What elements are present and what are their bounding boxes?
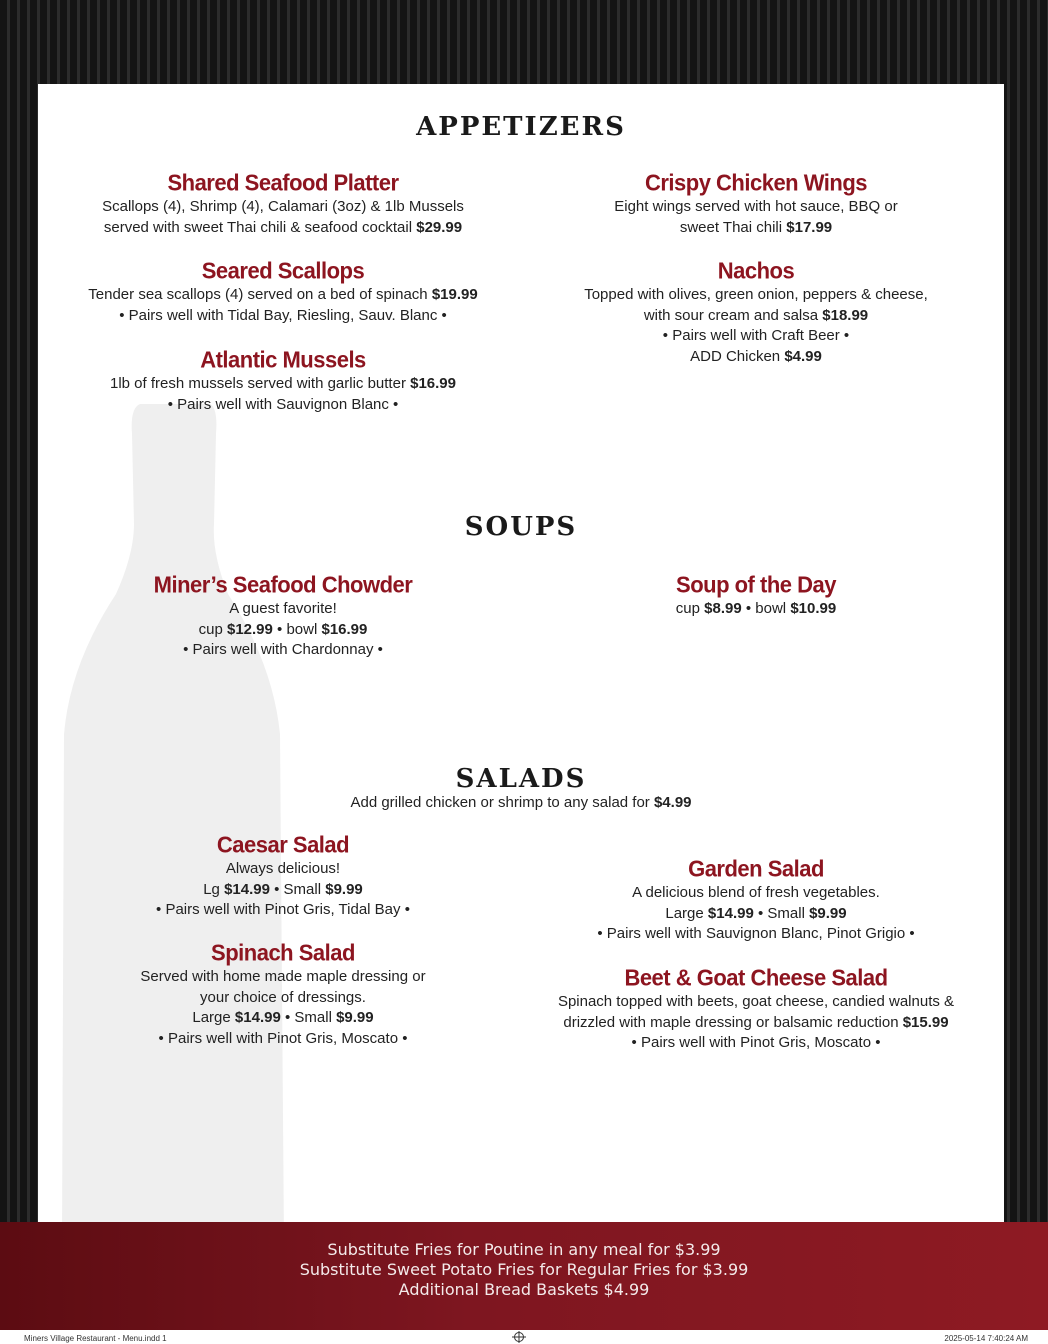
item-name: Nachos <box>717 257 795 284</box>
item-price-line: Large $14.99 • Small $9.99 <box>665 904 847 922</box>
item-pairing: • Pairs well with Tidal Bay, Riesling, Sauv. Blanc • <box>119 306 447 324</box>
item-name: Seared Scallops <box>201 257 365 284</box>
footer-line: Additional Bread Baskets $4.99 <box>398 1280 650 1299</box>
menu-item-seared-scallops <box>58 258 508 326</box>
menu-item-nachos <box>531 258 981 367</box>
footer-line: Substitute Sweet Potato Fries for Regular Fries for $3.99 <box>299 1260 749 1279</box>
item-price: $18.99 <box>822 306 869 324</box>
item-description-price-line: with sour cream and salsa $18.99 <box>643 306 869 324</box>
slug-timestamp: 2025-05-14 7:40:24 AM <box>944 1334 1028 1343</box>
menu-item-crispy-chicken-wings <box>531 170 981 238</box>
item-description-price-line: drizzled with maple dressing or balsamic reduction $15.99 <box>563 1013 949 1031</box>
item-addon: ADD Chicken $4.99 <box>690 347 822 365</box>
small-price: $9.99 <box>325 880 363 898</box>
menu-item-soup-of-the-day <box>531 572 981 620</box>
footer-line: Substitute Fries for Poutine in any meal for $3.99 <box>327 1240 721 1259</box>
item-pairing: • Pairs well with Chardonnay • <box>183 641 383 658</box>
bowl-price: $10.99 <box>790 600 837 617</box>
item-name: Garden Salad <box>688 855 824 882</box>
salads-heading: SALADS <box>455 764 587 794</box>
item-price: $29.99 <box>416 218 463 236</box>
item-price-line: Lg $14.99 • Small $9.99 <box>203 880 363 898</box>
addon-price: $4.99 <box>653 794 692 811</box>
item-description: Topped with olives, green onion, peppers & cheese, <box>584 286 928 303</box>
item-pairing: • Pairs well with Pinot Gris, Moscato • <box>631 1034 881 1051</box>
item-description: Spinach topped with beets, goat cheese, candied walnuts & <box>557 993 955 1010</box>
item-description: A guest favorite! <box>229 600 337 617</box>
menu-item-garden-salad <box>531 856 981 945</box>
item-name: Atlantic Mussels <box>200 346 366 373</box>
large-price: $14.99 <box>707 904 754 922</box>
salads-addon-note: Add grilled chicken or shrimp to any salad for $4.99 <box>350 794 692 811</box>
item-description: Eight wings served with hot sauce, BBQ or <box>614 198 898 215</box>
item-name: Crispy Chicken Wings <box>644 169 868 196</box>
menu-item-atlantic-mussels <box>58 347 508 415</box>
item-pairing: • Pairs well with Pinot Gris, Moscato • <box>158 1029 408 1047</box>
item-description: Served with home made maple dressing or <box>140 968 426 985</box>
footer-banner <box>0 1222 1048 1330</box>
addon-price: $4.99 <box>784 347 822 365</box>
menu-item-seafood-chowder <box>58 572 508 661</box>
item-price: $15.99 <box>902 1013 949 1031</box>
appetizers-heading: APPETIZERS <box>416 112 626 142</box>
item-description-price-line: sweet Thai chili $17.99 <box>679 218 833 236</box>
item-pairing: • Pairs well with Craft Beer • <box>662 327 850 344</box>
slug-filename: Miners Village Restaurant - Menu.indd 1 <box>24 1334 167 1343</box>
item-description-price-line: served with sweet Thai chili & seafood cocktail $29.99 <box>103 218 463 236</box>
item-description: your choice of dressings. <box>200 988 366 1006</box>
item-price-line: Large $14.99 • Small $9.99 <box>192 1009 374 1026</box>
menu-item-shared-seafood-platter <box>58 170 508 238</box>
item-name: Miner’s Seafood Chowder <box>153 571 413 598</box>
large-price: $14.99 <box>234 1009 281 1026</box>
small-price: $9.99 <box>809 904 847 922</box>
item-price: $16.99 <box>410 375 456 392</box>
item-price-line: cup $8.99 • bowl $10.99 <box>675 600 837 617</box>
item-description: A delicious blend of fresh vegetables. <box>632 884 880 901</box>
cup-price: $12.99 <box>226 620 273 638</box>
item-description: Scallops (4), Shrimp (4), Calamari (3oz) & 1lb Mussels <box>102 198 464 215</box>
large-price: $14.99 <box>224 880 270 898</box>
bowl-price: $16.99 <box>321 620 368 638</box>
item-price: $19.99 <box>431 286 478 303</box>
item-pairing: • Pairs well with Pinot Gris, Tidal Bay • <box>156 901 410 918</box>
item-pairing: • Pairs well with Sauvignon Blanc • <box>167 395 399 413</box>
item-description-price-line: 1lb of fresh mussels served with garlic butter $16.99 <box>109 375 456 392</box>
item-description: Always delicious! <box>225 860 341 877</box>
small-price: $9.99 <box>336 1009 374 1026</box>
item-price: $17.99 <box>786 218 833 236</box>
menu-page <box>38 84 1004 1234</box>
item-description-price-line: Tender sea scallops (4) served on a bed of spinach $19.99 <box>88 286 478 303</box>
soups-heading: SOUPS <box>464 512 578 542</box>
cup-price: $8.99 <box>704 600 742 617</box>
menu-item-beet-goat-cheese-salad <box>531 965 981 1054</box>
item-name: Spinach Salad <box>211 939 355 966</box>
item-name: Shared Seafood Platter <box>167 169 399 196</box>
item-pairing: • Pairs well with Sauvignon Blanc, Pinot Grigio • <box>597 925 915 942</box>
menu-item-spinach-salad <box>58 940 508 1049</box>
item-price-line: cup $12.99 • bowl $16.99 <box>198 620 368 638</box>
menu-item-caesar-salad <box>58 832 508 921</box>
item-name: Beet & Goat Cheese Salad <box>624 964 888 991</box>
print-slug <box>0 1330 1048 1344</box>
item-name: Soup of the Day <box>676 571 836 598</box>
item-name: Caesar Salad <box>216 831 350 858</box>
registration-mark-icon <box>512 1331 526 1343</box>
